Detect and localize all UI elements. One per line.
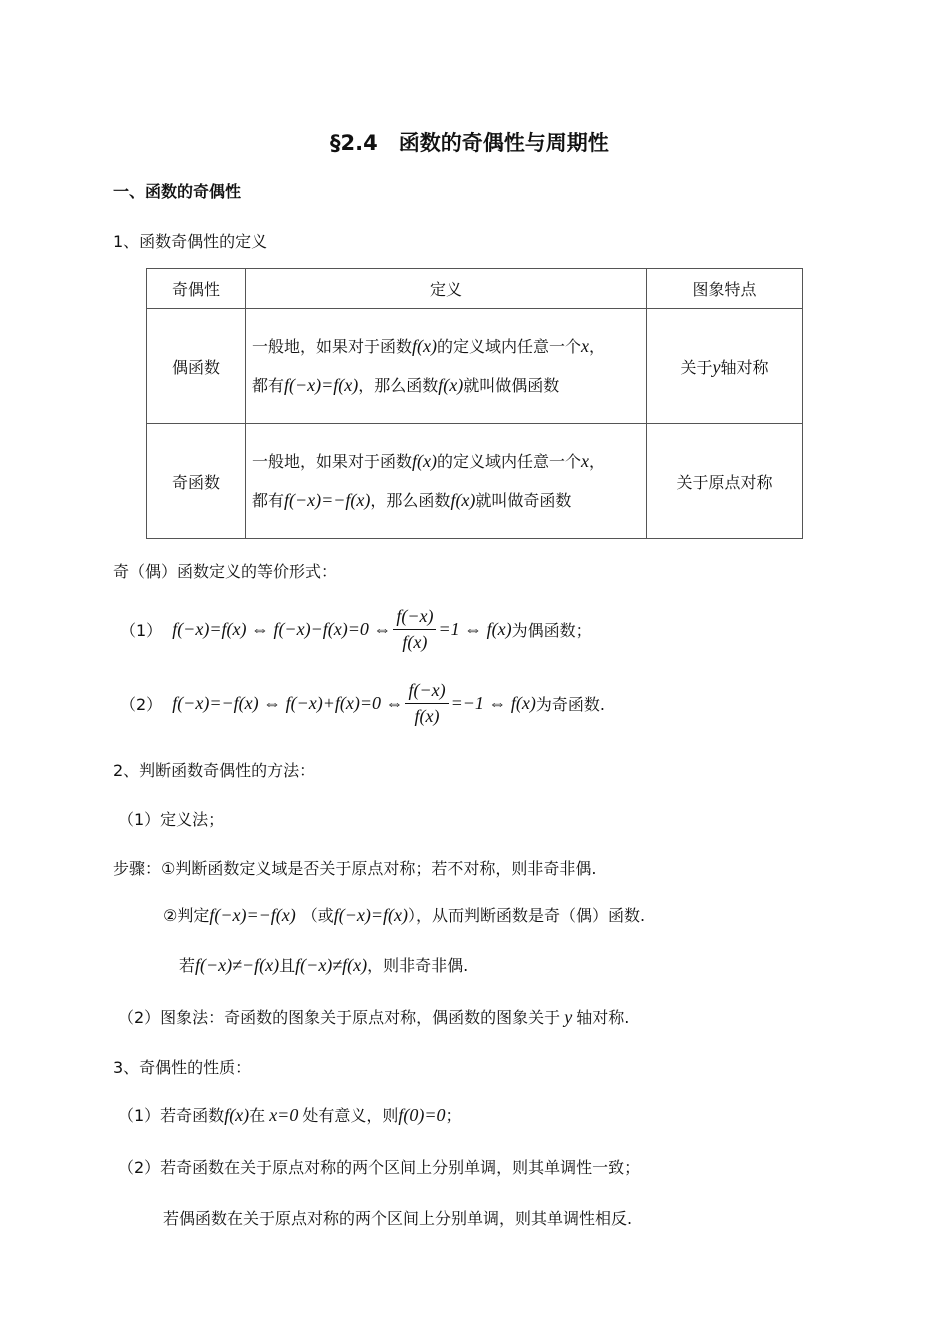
header-parity: 奇偶性: [147, 269, 246, 309]
method-steps-step1: 步骤：①判断函数定义域是否关于原点对称；若不对称，则非奇非偶.: [113, 859, 597, 878]
parity-definition-table: [146, 268, 803, 539]
header-graph-feature: 图象特点: [647, 269, 803, 309]
property-odd-monotonic: （2）若奇函数在关于原点对称的两个区间上分别单调，则其单调性一致；: [118, 1158, 641, 1177]
method-steps-step3: 若f(−x)≠−f(x)且f(−x)≠f(x)，则非奇非偶.: [179, 955, 469, 975]
fraction-odd: $\frac{f(-x)}{f(x)}$: [405, 680, 448, 727]
odd-definition-line1: 一般地，如果对于函数f(x)的定义域内任意一个x，: [252, 451, 606, 471]
even-definition-line1: 一般地，如果对于函数f(x)的定义域内任意一个x，: [252, 336, 606, 356]
subheading-definition: 1、函数奇偶性的定义: [113, 232, 268, 251]
even-function-feature: 关于y轴对称: [647, 309, 803, 424]
equation-even-equivalence: （1） f(−x)=f(x) ⇔ f(−x)−f(x)=0 ⇔ $\frac{f(-x)}{f(x)}$ =1 ⇔ f(x) 为偶函数；: [120, 605, 592, 652]
table-row-even: [147, 309, 803, 424]
equivalent-forms-intro: 奇（偶）函数定义的等价形式：: [113, 562, 338, 581]
fraction-even: $\frac{f(-x)}{f(x)}$: [393, 606, 436, 653]
equation-odd-equivalence: （2） f(−x)=−f(x) ⇔ f(−x)+f(x)=0 ⇔ $\frac{f(-x)}{f(x)}$ =−1 ⇔ f(x) 为奇函数.: [120, 679, 605, 726]
subheading-properties: 3、奇偶性的性质：: [113, 1058, 252, 1077]
table-header-row: [147, 269, 803, 309]
subheading-methods: 2、判断函数奇偶性的方法：: [113, 761, 316, 780]
method-graph: （2）图象法：奇函数的图象关于原点对称，偶函数的图象关于 y 轴对称.: [118, 1007, 630, 1027]
odd-function-definition: [246, 424, 647, 539]
method-definition: （1）定义法；: [118, 810, 225, 829]
section-heading-parity: 一、函数的奇偶性: [113, 182, 242, 201]
odd-function-label: 奇函数: [147, 424, 246, 539]
even-function-label: 偶函数: [147, 309, 246, 424]
even-function-definition: [246, 309, 647, 424]
page-title: §2.4 函数的奇偶性与周期性: [330, 131, 609, 155]
header-definition: 定义: [246, 269, 647, 309]
odd-function-feature: 关于原点对称: [647, 424, 803, 539]
property-odd-zero: （1）若奇函数f(x)在 x=0 处有意义，则f(0)=0；: [118, 1105, 462, 1125]
table-row-odd: [147, 424, 803, 539]
method-steps-step2: ②判定f(−x)=−f(x) （或f(−x)=f(x)），从而判断函数是奇（偶）函数.: [163, 905, 646, 925]
even-definition-line2: 都有f(−x)=f(x)，那么函数f(x)就叫做偶函数: [252, 375, 560, 395]
odd-definition-line2: 都有f(−x)=−f(x)，那么函数f(x)就叫做奇函数: [252, 490, 572, 510]
property-even-monotonic: 若偶函数在关于原点对称的两个区间上分别单调，则其单调性相反.: [163, 1209, 633, 1228]
